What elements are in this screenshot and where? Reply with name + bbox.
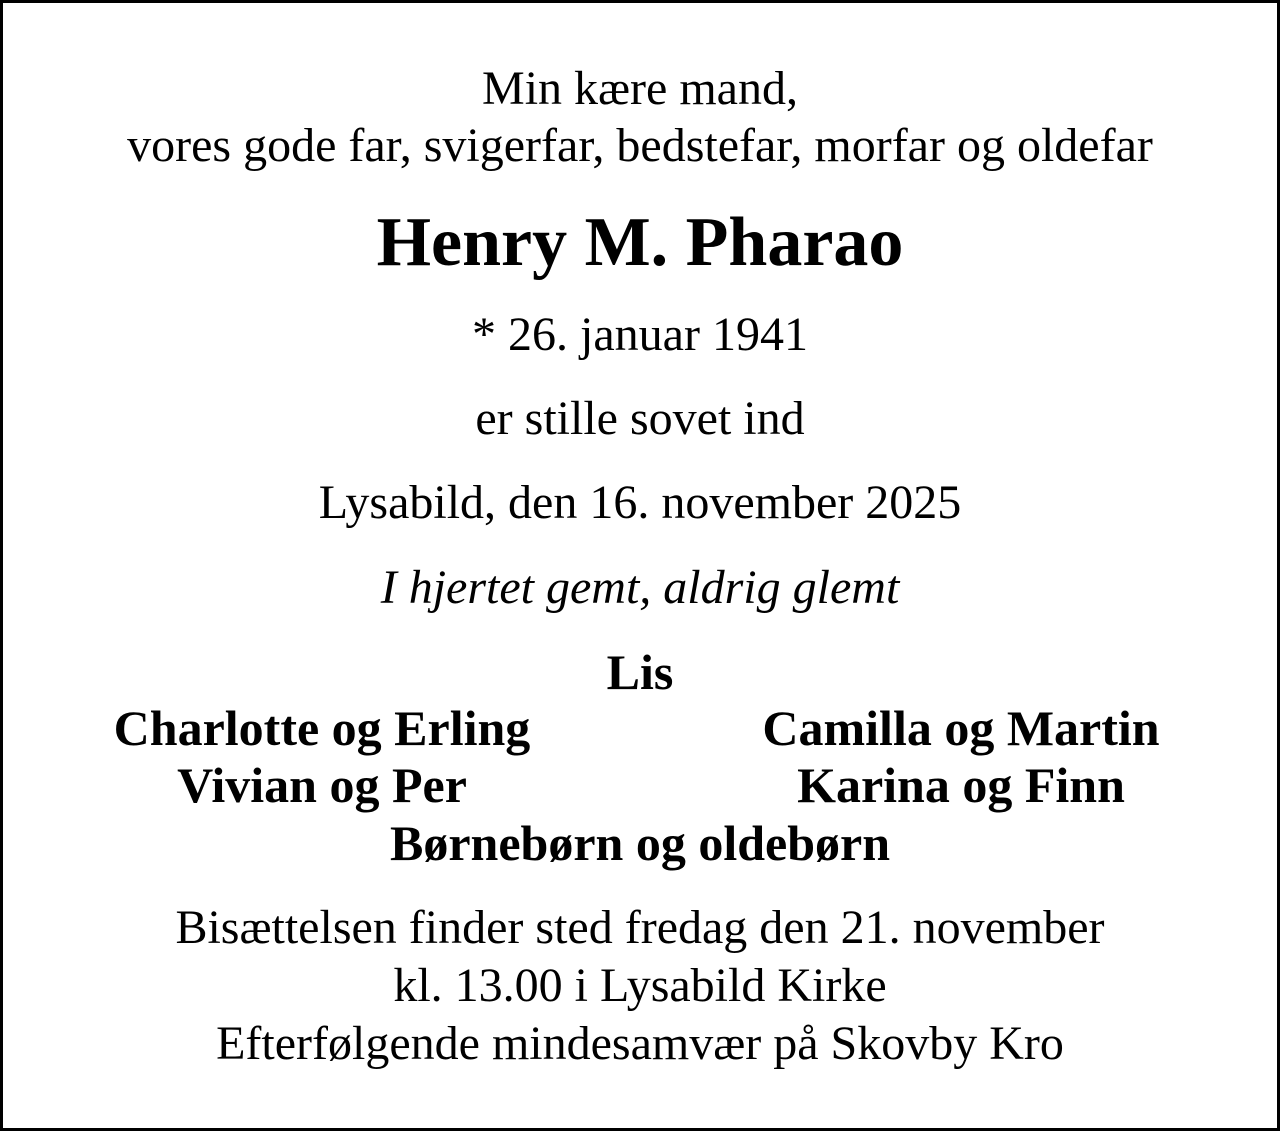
birth-date: * 26. januar 1941 xyxy=(472,308,808,361)
intro-line-1: Min kære mand, xyxy=(482,62,798,115)
funeral-line-2: kl. 13.00 i Lysabild Kirke xyxy=(393,959,887,1012)
motto: I hjertet gemt, aldrig glemt xyxy=(380,561,900,614)
family-right-1: Camilla og Martin xyxy=(762,700,1160,756)
spouse-name: Lis xyxy=(606,644,674,700)
funeral-line-1: Bisættelsen finder sted fredag den 21. november xyxy=(175,901,1105,954)
place-and-date: Lysabild, den 16. november 2025 xyxy=(318,476,962,529)
funeral-line-3: Efterfølgende mindesamvær på Skovby Kro xyxy=(216,1017,1064,1070)
family-left-2: Vivian og Per xyxy=(177,757,467,813)
family-left-1: Charlotte og Erling xyxy=(113,700,531,756)
deceased-name: Henry M. Pharao xyxy=(376,204,904,281)
grandchildren: Børnebørn og oldebørn xyxy=(389,815,891,871)
intro-line-2: vores gode far, svigerfar, bedstefar, morfar og oldefar xyxy=(127,119,1153,172)
family-right-2: Karina og Finn xyxy=(797,757,1125,813)
passed-text: er stille sovet ind xyxy=(475,392,805,445)
